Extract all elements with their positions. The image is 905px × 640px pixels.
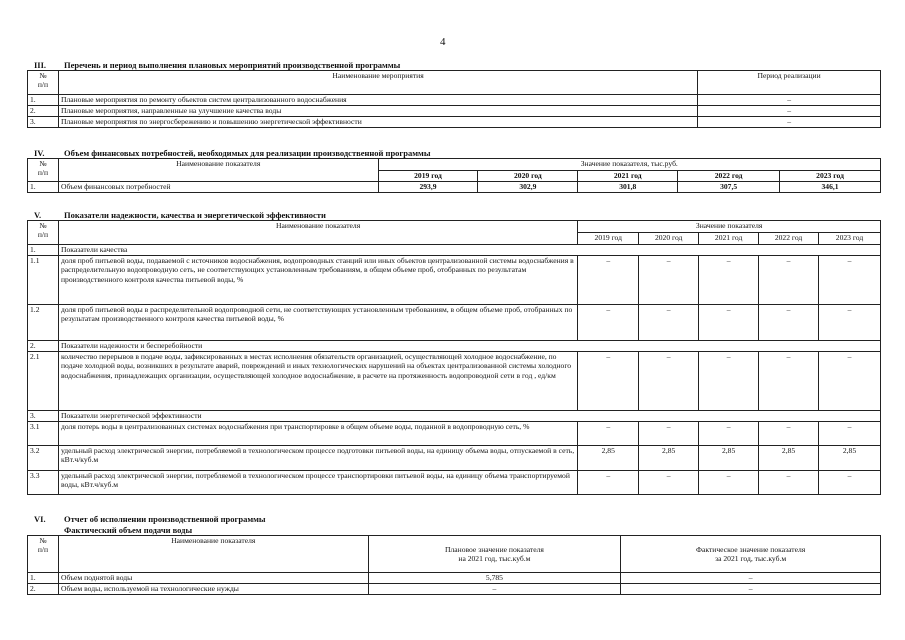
row-num: 3.2	[28, 446, 59, 471]
section-4-title: Объем финансовых потребностей, необходимых для реализации производственной программы	[64, 148, 431, 158]
table-row	[28, 256, 881, 305]
header-plan-value: Плановое значение показателя на 2021 год, тыс.куб.м	[368, 536, 621, 573]
row-value: 302,9	[478, 182, 578, 193]
header-year: 2019 год	[578, 233, 639, 245]
table-row	[28, 352, 881, 411]
row-value: –	[639, 352, 699, 411]
row-name: Плановые мероприятия, направленные на улучшение качества воды	[58, 106, 697, 117]
water-supply-report-table	[27, 535, 881, 595]
section-6-number: VI.	[34, 514, 46, 524]
row-name: доля потерь воды в централизованных системах водоснабжения при транспортировке в общем объеме воды, поданной в водопроводную сеть, %	[58, 422, 577, 446]
table-row	[28, 305, 881, 341]
row-value: –	[699, 305, 759, 341]
reliability-indicators-table	[27, 220, 881, 495]
header-year: 2022 год	[678, 171, 780, 182]
row-value: –	[759, 471, 819, 495]
header-indicator-name: Наименование показателя	[58, 221, 577, 245]
row-value: 2,85	[578, 446, 639, 471]
section-6-heading	[34, 514, 266, 524]
row-num: 2.1	[28, 352, 59, 411]
row-value: –	[759, 352, 819, 411]
row-num: 3.	[28, 117, 59, 128]
table-group-row	[28, 411, 881, 422]
row-value: –	[819, 471, 881, 495]
header-num: № п/п	[28, 221, 59, 245]
row-num: 3.1	[28, 422, 59, 446]
row-period: –	[698, 106, 881, 117]
row-value: 293,9	[378, 182, 478, 193]
section-5-number: V.	[34, 210, 42, 220]
header-year: 2023 год	[819, 233, 881, 245]
row-name: Объем финансовых потребностей	[58, 182, 378, 193]
table-row	[28, 106, 881, 117]
row-group-title: Показатели надежности и бесперебойности	[58, 341, 880, 352]
row-plan: 5,785	[368, 573, 621, 584]
table-group-row	[28, 245, 881, 256]
section-5-heading	[34, 210, 326, 220]
section-4-heading	[34, 148, 430, 158]
table-row	[28, 422, 881, 446]
table-group-row	[28, 341, 881, 352]
row-group-title: Показатели качества	[58, 245, 880, 256]
page-number: 4	[440, 36, 446, 48]
header-year: 2019 год	[378, 171, 478, 182]
row-num: 1.	[28, 182, 59, 193]
row-name: Объем поднятой воды	[58, 573, 368, 584]
row-fact: –	[621, 584, 881, 595]
row-num: 2.	[28, 584, 59, 595]
row-num: 3.	[28, 411, 59, 422]
row-value: –	[639, 471, 699, 495]
row-value: 346,1	[780, 182, 881, 193]
section-3-number: III.	[34, 60, 47, 70]
row-value: –	[699, 256, 759, 305]
header-year: 2020 год	[639, 233, 699, 245]
row-value: –	[578, 422, 639, 446]
header-value: Значение показателя	[578, 221, 881, 233]
row-value: –	[578, 305, 639, 341]
header-num: № п/п	[28, 71, 59, 95]
row-value: –	[699, 352, 759, 411]
planned-measures-table	[27, 70, 881, 128]
row-value: 2,85	[819, 446, 881, 471]
header-indicator-name: Наименование показателя	[58, 536, 368, 573]
header-num: № п/п	[28, 536, 59, 573]
table-row	[28, 446, 881, 471]
row-name: количество перерывов в подаче воды, зафиксированных в местах исполнения обязательств организацией, осуществляющей холодное водоснабжение, по подаче холодной воды, возникших в результате аварий, повреждений и иных технологических нарушений на объектах централизованной системы холодного водоснабжения, принадлежащих организации, осуществляющей холодное водоснабжение, в расчете на протяженность водопроводной сети в год , ед/км	[58, 352, 577, 411]
table-row	[28, 471, 881, 495]
header-indicator-name: Наименование показателя	[58, 159, 378, 182]
table-row	[28, 117, 881, 128]
row-name: Плановые мероприятия по энергосбережению и повышению энергетической эффективности	[58, 117, 697, 128]
row-num: 1.	[28, 573, 59, 584]
row-num: 2.	[28, 341, 59, 352]
row-num: 3.3	[28, 471, 59, 495]
row-value: 2,85	[639, 446, 699, 471]
header-num: № п/п	[28, 159, 59, 182]
row-period: –	[698, 95, 881, 106]
row-num: 1.	[28, 245, 59, 256]
row-name: Плановые мероприятия по ремонту объектов систем централизованного водоснабжения	[58, 95, 697, 106]
row-period: –	[698, 117, 881, 128]
header-year: 2021 год	[699, 233, 759, 245]
row-num: 1.1	[28, 256, 59, 305]
section-3-heading	[34, 60, 400, 70]
row-name: удельный расход электрической энергии, потребляемой в технологическом процессе транспортировки питьевой воды, на единицу объема транспортируемой воды, кВт.ч/куб.м	[58, 471, 577, 495]
header-value: Значение показателя, тыс.руб.	[378, 159, 880, 171]
row-num: 1.	[28, 95, 59, 106]
row-value: –	[819, 256, 881, 305]
row-num: 1.2	[28, 305, 59, 341]
table-row	[28, 182, 881, 193]
row-value: –	[759, 256, 819, 305]
row-value: –	[578, 471, 639, 495]
row-num: 2.	[28, 106, 59, 117]
table-row	[28, 95, 881, 106]
header-year: 2021 год	[578, 171, 678, 182]
row-name: Объем воды, используемой на технологические нужды	[58, 584, 368, 595]
financial-needs-table	[27, 158, 881, 193]
section-5-title: Показатели надежности, качества и энергетической эффективности	[64, 210, 326, 220]
section-4-number: IV.	[34, 148, 45, 158]
row-plan: –	[368, 584, 621, 595]
header-measure-name: Наименование мероприятия	[58, 71, 697, 95]
row-value: –	[578, 256, 639, 305]
row-value: –	[639, 256, 699, 305]
row-group-title: Показатели энергетической эффективности	[58, 411, 880, 422]
row-value: –	[819, 422, 881, 446]
row-name: удельный расход электрической энергии, потребляемой в технологическом процессе подготовки питьевой воды, на единицу объема воды, отпускаемой в сеть, кВт.ч/куб.м	[58, 446, 577, 471]
row-value: –	[759, 305, 819, 341]
header-period: Период реализации	[698, 71, 881, 95]
row-value: 2,85	[699, 446, 759, 471]
row-value: –	[759, 422, 819, 446]
header-year: 2022 год	[759, 233, 819, 245]
row-value: –	[819, 352, 881, 411]
section-6-title: Отчет об исполнении производственной программы	[64, 514, 266, 524]
row-name: доля проб питьевой воды, подаваемой с источников водоснабжения, водопроводных станций или иных объектов централизованной системы водоснабжения в распределительную водопроводную сеть, не соответствующих установленным требованиям, в общем объеме проб, отобранных по результатам производственного контроля качества питьевой воды, %	[58, 256, 577, 305]
row-value: –	[819, 305, 881, 341]
row-value: 2,85	[759, 446, 819, 471]
row-value: 307,5	[678, 182, 780, 193]
row-value: 301,8	[578, 182, 678, 193]
header-actual-value: Фактическое значение показателя за 2021 год, тыс.куб.м	[621, 536, 881, 573]
table-row	[28, 573, 881, 584]
row-name: доля проб питьевой воды в распределительной водопроводной сети, не соответствующих установленным требованиям, в общем объеме проб, отобранных по результатам производственного контроля качества питьевой воды, %	[58, 305, 577, 341]
header-year: 2023 год	[780, 171, 881, 182]
section-3-title: Перечень и период выполнения плановых мероприятий производственной программы	[64, 60, 401, 70]
table-row	[28, 584, 881, 595]
row-value: –	[639, 305, 699, 341]
row-value: –	[699, 422, 759, 446]
section-6-subtitle: Фактический объем подачи воды	[64, 525, 193, 535]
row-value: –	[578, 352, 639, 411]
row-fact: –	[621, 573, 881, 584]
row-value: –	[639, 422, 699, 446]
header-year: 2020 год	[478, 171, 578, 182]
row-value: –	[699, 471, 759, 495]
